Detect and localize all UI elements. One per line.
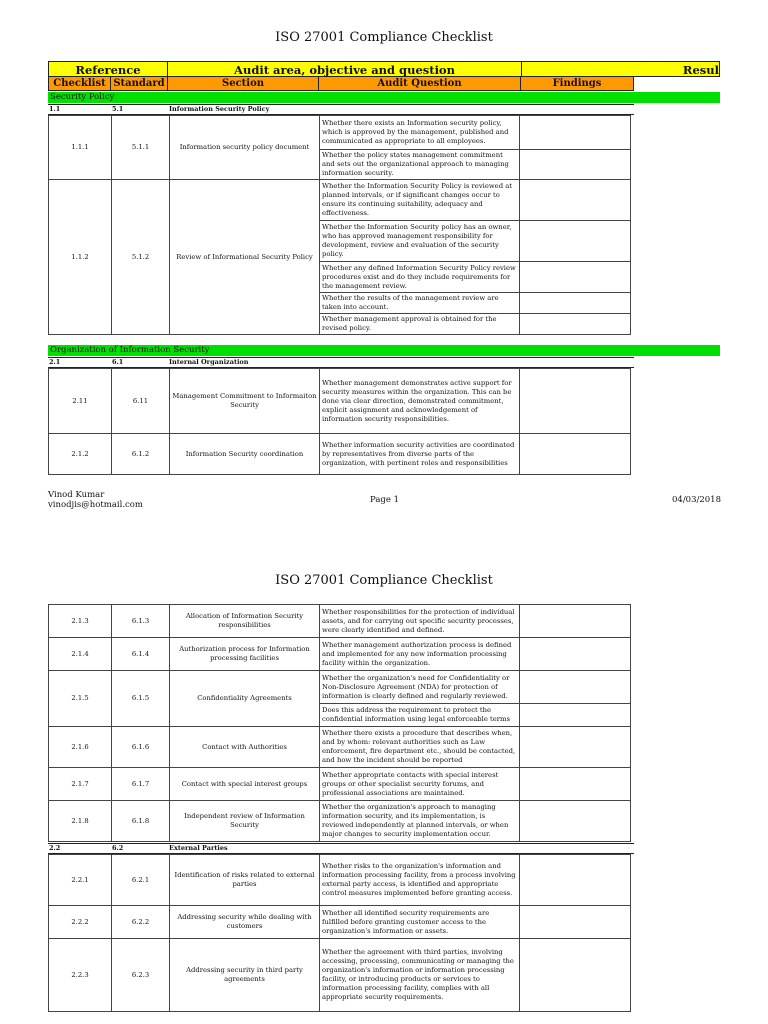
header-standard: Standard bbox=[111, 77, 168, 91]
table-row bbox=[49, 434, 631, 475]
checklist-table bbox=[48, 854, 631, 1012]
findings-cell[interactable] bbox=[520, 671, 631, 704]
audit-question: Whether information security activities are coordinated by representatives from diverse parts of the organization, with pertinent roles and responsibilities bbox=[320, 434, 520, 475]
author-name: Vinod Kumar bbox=[48, 490, 105, 500]
audit-question: Whether risks to the organization's information and information processing facility, from a process involving external party access, is identified and appropriate control measures implemented before granting access. bbox=[320, 855, 520, 906]
standard-ref: 6.1.2 bbox=[112, 434, 170, 475]
findings-cell[interactable] bbox=[520, 768, 631, 801]
standard-ref: 6.1.5 bbox=[112, 671, 170, 727]
subsection-std: 5.1 bbox=[112, 105, 124, 113]
checklist-ref: 1.1.2 bbox=[49, 180, 112, 335]
section-name: Review of Informational Security Policy bbox=[170, 180, 320, 335]
findings-cell[interactable] bbox=[520, 727, 631, 768]
checklist-ref: 1.1.1 bbox=[49, 116, 112, 180]
table-row bbox=[49, 116, 631, 150]
findings-cell[interactable] bbox=[520, 293, 631, 314]
checklist-ref: 2.1.2 bbox=[49, 434, 112, 475]
header-findings: Findings bbox=[521, 77, 634, 91]
findings-cell[interactable] bbox=[520, 605, 631, 638]
subsection-title: External Parties bbox=[169, 844, 228, 852]
header-reference: Reference bbox=[48, 61, 168, 77]
section-name: Information security policy document bbox=[170, 116, 320, 180]
audit-question: Whether the organization's need for Confidentiality or Non-Disclosure Agreement (NDA) for protection of information is clearly defined and regularly reviewed. bbox=[320, 671, 520, 704]
findings-cell[interactable] bbox=[520, 906, 631, 939]
findings-cell[interactable] bbox=[520, 314, 631, 335]
checklist-ref: 2.2.2 bbox=[49, 906, 112, 939]
subsection-ref: 1.1 bbox=[49, 105, 61, 113]
subsection-std: 6.1 bbox=[112, 358, 124, 366]
header-checklist: Checklist bbox=[48, 77, 111, 91]
page-title: ISO 27001 Compliance Checklist bbox=[275, 30, 493, 45]
findings-cell[interactable] bbox=[520, 180, 631, 221]
table-row bbox=[49, 855, 631, 906]
subsection-title: Information Security Policy bbox=[169, 105, 270, 113]
standard-ref: 5.1.2 bbox=[112, 180, 170, 335]
standard-ref: 6.1.4 bbox=[112, 638, 170, 671]
findings-cell[interactable] bbox=[520, 801, 631, 842]
table-row bbox=[49, 369, 631, 434]
checklist-ref: 2.1.7 bbox=[49, 768, 112, 801]
findings-cell[interactable] bbox=[520, 150, 631, 180]
audit-question: Whether management demonstrates active support for security measures within the organization. This can be done via clear direction, demonstrated commitment, explicit assignment and acknowledgement of information security responsibilities. bbox=[320, 369, 520, 434]
audit-question: Whether responsibilities for the protection of individual assets, and for carrying out specific security processes, were clearly identified and defined. bbox=[320, 605, 520, 638]
findings-cell[interactable] bbox=[520, 221, 631, 262]
audit-question: Whether there exists an Information security policy, which is approved by the management, published and communicated as appropriate to all employees. bbox=[320, 116, 520, 150]
standard-ref: 6.2.2 bbox=[112, 906, 170, 939]
checklist-table bbox=[48, 368, 631, 475]
author-email: vinodjis@hotmail.com bbox=[48, 500, 143, 510]
findings-cell[interactable] bbox=[520, 369, 631, 434]
page-number: Page 1 bbox=[370, 495, 399, 505]
audit-question: Whether the results of the management review are taken into account. bbox=[320, 293, 520, 314]
audit-question: Whether the Information Security policy has an owner, who has approved management responsibility for development, review and evaluation of the security policy. bbox=[320, 221, 520, 262]
section-band-organization: Organization of Information Security bbox=[48, 345, 720, 356]
standard-ref: 6.2.3 bbox=[112, 939, 170, 1012]
checklist-table bbox=[48, 115, 631, 335]
audit-question: Whether management authorization process is defined and implemented for any new information processing facility within the organization. bbox=[320, 638, 520, 671]
table-row bbox=[49, 768, 631, 801]
table-row bbox=[49, 671, 631, 704]
subsection-row bbox=[48, 104, 634, 115]
header-results: Resul bbox=[521, 61, 720, 77]
subsection-row bbox=[48, 357, 634, 368]
section-name: Addressing security while dealing with customers bbox=[170, 906, 320, 939]
standard-ref: 6.11 bbox=[112, 369, 170, 434]
audit-question: Whether management approval is obtained for the revised policy. bbox=[320, 314, 520, 335]
section-name: Contact with Authorities bbox=[170, 727, 320, 768]
header-audit-question: Audit Question bbox=[319, 77, 521, 91]
subsection-std: 6.2 bbox=[112, 844, 124, 852]
standard-ref: 6.1.3 bbox=[112, 605, 170, 638]
standard-ref: 5.1.1 bbox=[112, 116, 170, 180]
table-row bbox=[49, 939, 631, 1012]
table-row bbox=[49, 801, 631, 842]
audit-question: Does this address the requirement to protect the confidential information using legal enforceable terms bbox=[320, 704, 520, 727]
section-name: Contact with special interest groups bbox=[170, 768, 320, 801]
findings-cell[interactable] bbox=[520, 116, 631, 150]
section-name: Management Commitment to Informaiton Security bbox=[170, 369, 320, 434]
subsection-row bbox=[48, 843, 634, 854]
subsection-ref: 2.2 bbox=[49, 844, 61, 852]
footer-author bbox=[48, 490, 143, 510]
audit-question: Whether the organization's approach to managing information security, and its implementation, is reviewed independently at planned intervals, or when major changes to security implementation occur. bbox=[320, 801, 520, 842]
checklist-ref: 2.1.5 bbox=[49, 671, 112, 727]
header-audit-area: Audit area, objective and question bbox=[168, 61, 521, 77]
checklist-ref: 2.1.8 bbox=[49, 801, 112, 842]
checklist-ref: 2.1.3 bbox=[49, 605, 112, 638]
audit-question: Whether all identified security requirements are fulfilled before granting customer access to the organization's information or assets. bbox=[320, 906, 520, 939]
audit-question: Whether there exists a procedure that describes when, and by whom: relevant authorities such as Law enforcement, fire department etc., should be contacted, and how the incident should be reported bbox=[320, 727, 520, 768]
standard-ref: 6.2.1 bbox=[112, 855, 170, 906]
section-name: Authorization process for Information processing facilities bbox=[170, 638, 320, 671]
subsection-ref: 2.1 bbox=[49, 358, 61, 366]
audit-question: Whether the agreement with third parties, involving accessing, processing, communicating or managing the organization's information or information processing facility, or introducing products or services to information processing facility, complies with all appropriate security requirements. bbox=[320, 939, 520, 1012]
section-name: Identification of risks related to external parties bbox=[170, 855, 320, 906]
findings-cell[interactable] bbox=[520, 939, 631, 1012]
table-row bbox=[49, 906, 631, 939]
checklist-ref: 2.11 bbox=[49, 369, 112, 434]
standard-ref: 6.1.7 bbox=[112, 768, 170, 801]
audit-question: Whether any defined Information Security Policy review procedures exist and do they include requirements for the management review. bbox=[320, 262, 520, 293]
table-row bbox=[49, 605, 631, 638]
checklist-ref: 2.2.1 bbox=[49, 855, 112, 906]
table-row bbox=[49, 638, 631, 671]
standard-ref: 6.1.8 bbox=[112, 801, 170, 842]
section-name: Allocation of Information Security responsibilities bbox=[170, 605, 320, 638]
findings-cell[interactable] bbox=[520, 262, 631, 293]
section-name: Confidentiality Agreements bbox=[170, 671, 320, 727]
findings-cell[interactable] bbox=[520, 704, 631, 727]
page-title: ISO 27001 Compliance Checklist bbox=[275, 573, 493, 588]
audit-question: Whether the policy states management commitment and sets out the organizational approach to managing information security. bbox=[320, 150, 520, 180]
findings-cell[interactable] bbox=[520, 434, 631, 475]
checklist-table bbox=[48, 604, 631, 842]
section-name: Addressing security in third party agreements bbox=[170, 939, 320, 1012]
subsection-title: Internal Organization bbox=[169, 358, 249, 366]
findings-cell[interactable] bbox=[520, 638, 631, 671]
audit-question: Whether the Information Security Policy is reviewed at planned intervals, or if significant changes occur to ensure its continuing suitability, adequacy and effectiveness. bbox=[320, 180, 520, 221]
checklist-ref: 2.1.4 bbox=[49, 638, 112, 671]
header-section: Section bbox=[168, 77, 319, 91]
audit-question: Whether appropriate contacts with special interest groups or other specialist security forums, and professional associations are maintained. bbox=[320, 768, 520, 801]
section-name: Information Security coordination bbox=[170, 434, 320, 475]
checklist-ref: 2.1.6 bbox=[49, 727, 112, 768]
findings-cell[interactable] bbox=[520, 855, 631, 906]
section-band-security-policy: Security Policy bbox=[48, 92, 720, 103]
table-row bbox=[49, 180, 631, 221]
table-row bbox=[49, 727, 631, 768]
footer-date: 04/03/2018 bbox=[672, 495, 721, 505]
checklist-ref: 2.2.3 bbox=[49, 939, 112, 1012]
section-name: Independent review of Information Security bbox=[170, 801, 320, 842]
standard-ref: 6.1.6 bbox=[112, 727, 170, 768]
